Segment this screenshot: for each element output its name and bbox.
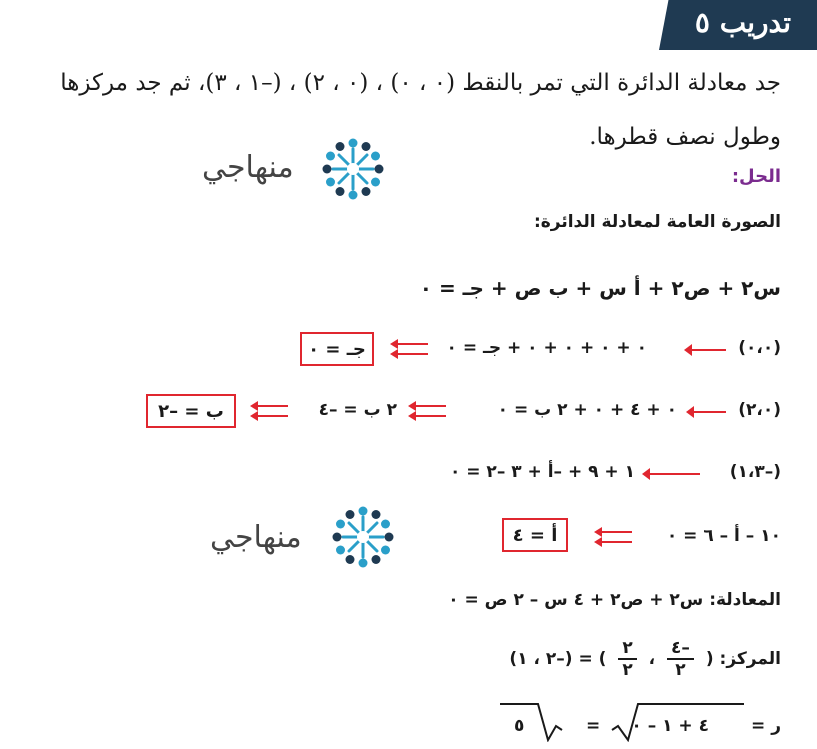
general-form-heading: الصورة العامة لمعادلة الدائرة:	[533, 212, 781, 232]
center-separator: ،	[648, 649, 656, 669]
general-equation: س٢ + ص٢ + أ س + ب ص + جـ = ٠	[419, 276, 781, 300]
result-box-c: جـ = ٠	[300, 332, 374, 366]
problem-line-1: جد معادلة الدائرة التي تمر بالنقط (٠ ، ٠) ، (٠ ، ٢) ، (–١ ، ٣)، ثم جد مركزها	[60, 70, 781, 96]
arrow-left-icon	[692, 411, 726, 413]
double-arrow-icon	[248, 400, 288, 422]
final-equation: س٢ + ص٢ + ٤ س – ٢ ص = ٠	[448, 590, 704, 610]
problem-statement	[11, 56, 781, 164]
step4-equation: ١٠ – أ – ٦ = ٠	[666, 526, 781, 546]
arrow-head-icon	[684, 344, 692, 356]
result-box-a: أ = ٤	[502, 518, 568, 552]
arrow-head-icon	[686, 406, 694, 418]
center-result: = (–٢ ، ١)	[509, 649, 593, 669]
step1-substitution: ٠ + ٠ + ٠ + ٠ + جـ = ٠	[446, 338, 647, 358]
center-label: المركز:	[719, 649, 781, 669]
step3-point: (–١،٣)	[729, 462, 781, 482]
step2-middle: ٢ ب = –٤	[318, 400, 397, 420]
double-arrow-icon	[388, 338, 428, 360]
center-frac-x: $\frac{-٤}{٢}$	[667, 638, 694, 680]
arrow-left-icon	[690, 349, 726, 351]
step2-substitution: ٠ + ٤ + ٠ + ٢ ب = ٠	[497, 400, 677, 420]
double-arrow-icon	[592, 526, 632, 548]
manhaji-logo-icon	[316, 132, 390, 206]
radius-equals: =	[586, 716, 601, 736]
final-equation-row	[448, 590, 781, 610]
radius-label: ر =	[751, 716, 781, 736]
result-box-b: ب = –٢	[146, 394, 236, 428]
double-arrow-icon	[406, 400, 446, 422]
problem-line-2: وطول نصف قطرها.	[589, 124, 781, 150]
center-frac-y: $\frac{٢}{٢}$	[618, 638, 636, 680]
radius-result: ٥	[514, 716, 525, 736]
arrow-left-icon	[648, 473, 700, 475]
manhaji-logo-text: منهاجي	[210, 520, 302, 555]
arrow-head-icon	[642, 468, 650, 480]
step2-point: (٢،٠)	[738, 400, 781, 420]
radius-radicand: ٤ + ١ – ٠	[631, 716, 709, 736]
center-row: المركز: ( $\frac{-٤}{٢}$ ، $\frac{٢}{٢}$ ) = (–٢ ، ١)	[509, 638, 781, 680]
exercise-tag-label: تدريب ٥	[694, 6, 791, 39]
solution-label: الحل:	[731, 166, 781, 187]
step1-point: (٠،٠)	[738, 338, 781, 358]
manhaji-logo-icon	[326, 500, 400, 574]
final-equation-label: المعادلة:	[709, 590, 781, 610]
step3-substitution: ١ + ٩ + –أ + ٣ –٢ = ٠	[449, 462, 635, 482]
manhaji-logo-text: منهاجي	[202, 150, 294, 185]
sqrt-symbol-icon	[498, 702, 568, 742]
